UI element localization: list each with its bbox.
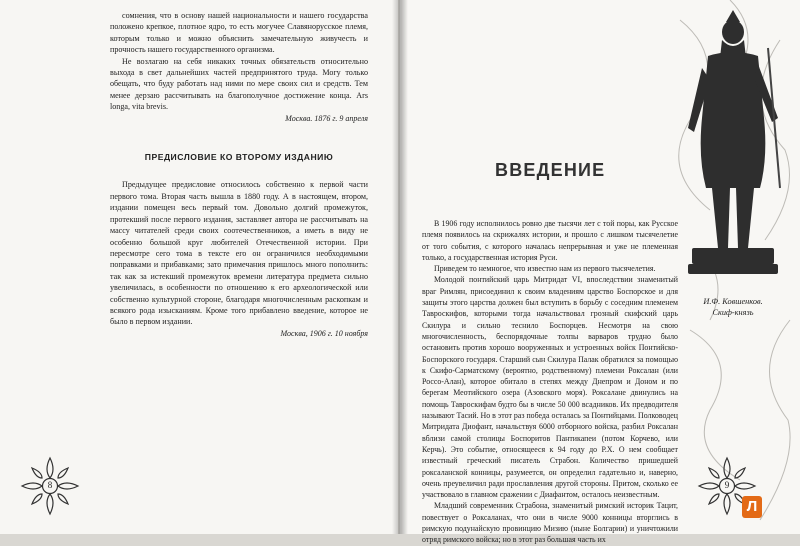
right-text-column — [422, 218, 678, 546]
right-paragraph: Молодой понтийский царь Митридат VI, впоследствии знаменитый враг Римлян, присоединил к своим владениям царство Боспорское и для защиты этого царства должен был вступить в борьбу с соседним племенем Тавроскифов, которыми тогда начальствовал грозный скифский царь Скилура и сильно теснило Боспорцев. Несмотря на свою многочисленность, беспорядочные толпы варваров трудно было остановить против хорошо вооруженных и устроенных войск Понтийско-Боспорского государя. Старший сын Скилура Палак обратился за помощью к Скифо-Сарматскому (вероятно, родственному) племени Роксалан (или Россо-Алан), которое обитало в степях между Днепром и Доном и по берегам Меотийского озера (Азовского моря). Роксалане двинулись на помощь Тавроскифам будто бы в числе 50 000 всадников. Их предводителя называют Тасий. Но в этот раз победа осталась за Понтийцами. Полководец Митридата Диофант, начальствуя 6000 отборного войска, разбил Роксалан вблизи самой столицы Боспоритов Пантикапеи (потом Корчево, или Керчь). Это событие, относящееся к 94 году до Р.Х. О нем сообщает известный греческий писатель Страбон. Количество пришедшей роксаланской конницы, разумеется, он определил гадательно и, наверно, очень преувеличил ради прославления другой стороны. Притом, сколько ее участвовало в главном сражении с Диафантом, осталось неизвестным. — [422, 275, 678, 500]
left-paragraph: Не возлагаю на себя никаких точных обязательств относительно выхода в свет дальнейших частей предпринятого труда. Могу только обещать, что буду работать над ними по мере своих сил и средств. Тем менее дерзаю рассчитывать на благополучное достижение конца. Ars longa, vita brevis. — [110, 56, 368, 112]
right-page — [400, 0, 800, 545]
right-paragraph: Младший современник Страбона, знаменитый римский историк Тацит, повествует о Роксаланах, что они в числе 9000 конницы вторглись в римскую подунайскую провинцию Мизию (ныне Болгарии) и уничтожили отряд римского войска; но в этот раз большая часть их — [422, 501, 678, 545]
page-number-right: 9 — [724, 480, 730, 490]
page-number-left: 8 — [47, 480, 53, 490]
preface-heading: ПРЕДИСЛОВИЕ КО ВТОРОМУ ИЗДАНИЮ — [144, 152, 334, 163]
statue-image — [678, 8, 788, 290]
book-gutter — [392, 0, 408, 534]
right-paragraph: Приведем то немногое, что известно нам из первого тысячелетия. — [434, 264, 656, 274]
caption-author: И.Ф. Ковшенков. — [703, 297, 763, 306]
caption-title: Скиф-князь — [712, 308, 754, 317]
left-text-column — [110, 10, 368, 339]
page-number-ornament — [20, 456, 80, 516]
statue-caption — [675, 296, 791, 318]
right-paragraph: В 1906 году исполнилось ровно две тысячи лет с той поры, как Русское племя появилось на скрижалях истории, и прошло с лишком тысячелетие от того события, с которого началась непрерывная и уже не племенная только, а государственная история Руси. — [422, 219, 678, 262]
left-paragraph: Предыдущее предисловие относилось собственно к первой части первого тома. Вторая часть вышла в 1880 году. А в настоящем, втором, издании помещен весь первый том. Довольно долгий промежуток, протекший после первого издания, заставляет автора не рассчитывать на массу читателей среди своих соотечественников, а иметь в виду не особенно большой круг любителей Отечественной истории. При пересмотре сего тома в тексте его он ограничился необходимыми поправками и прибавками; зато примечания пришлось много пополнить: так как за истекший промежуток времени литература предмета сильно увеличилась, в особенности по отношению к его археологической или собственно культурной стороне, благодаря многочисленным раскопкам и всякого рода изысканиям. Кроме того прибавлено введение, которое не было в первом издании. — [110, 180, 368, 327]
page-title: ВВЕДЕНИЕ — [495, 160, 606, 180]
signature-date-1906: Москва, 1906 г. 10 ноября — [280, 328, 368, 338]
left-page — [0, 0, 398, 534]
watermark-logo: Л — [742, 496, 762, 518]
signature-date-1876: Москва. 1876 г. 9 апреля — [285, 113, 368, 123]
left-paragraph: сомнения, что в основу нашей национальности и нашего государства положено крепкое, плотное ядро, то есть могучее Славянорусское племя, которым только и можно объяснить замечательную живучесть и прочность нашего государственного организма. — [110, 11, 368, 55]
